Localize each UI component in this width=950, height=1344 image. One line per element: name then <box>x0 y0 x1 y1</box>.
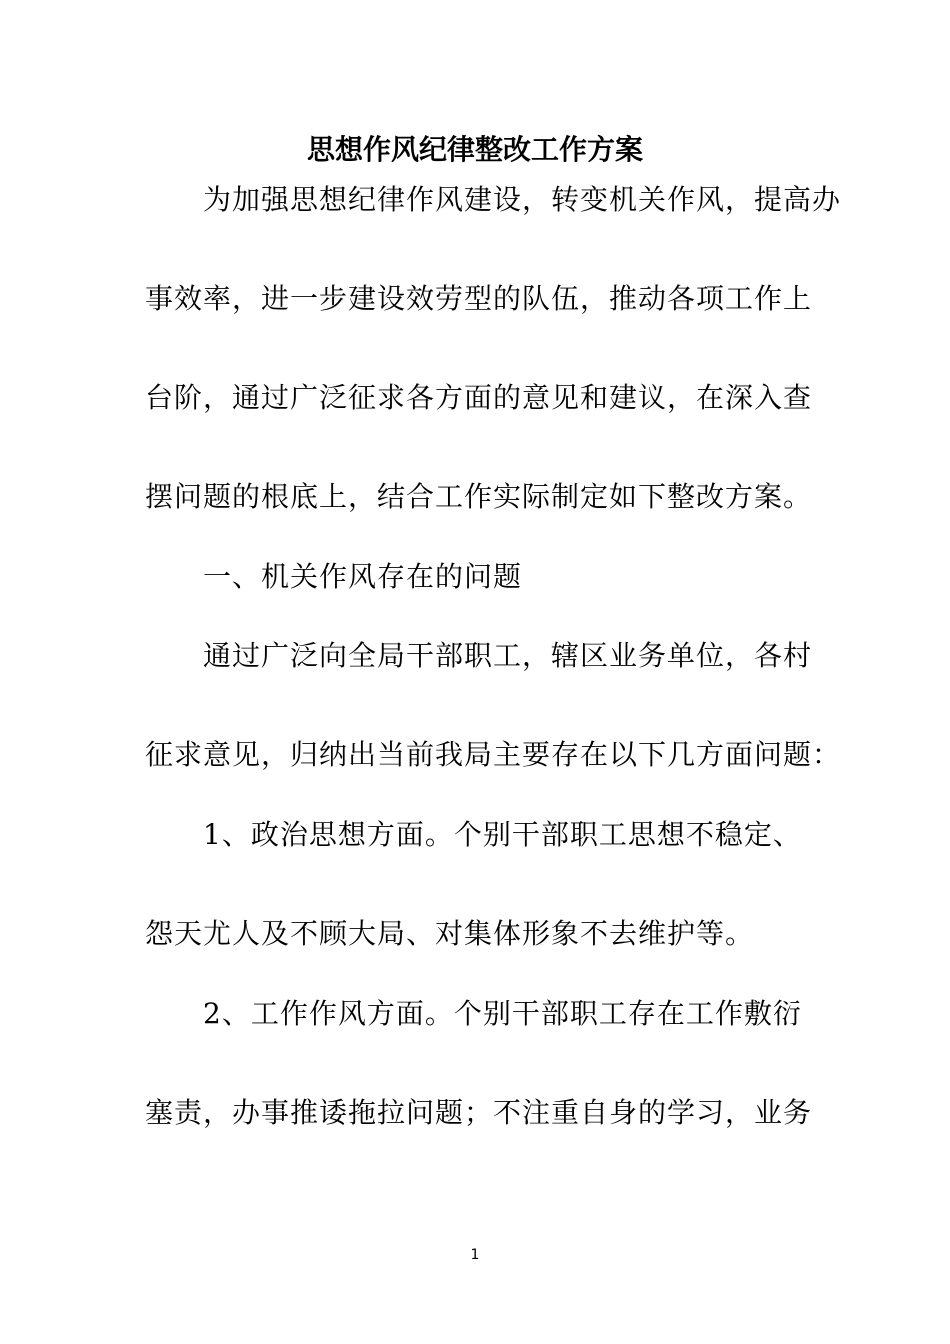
paragraph-line: 怨天尤人及不顾大局、对集体形象不去维护等。 <box>145 917 755 950</box>
paragraph-line: 征求意见，归纳出当前我局主要存在以下几方面问题： <box>145 738 842 771</box>
paragraph-line: 1、政治思想方面。个别干部职工思想不稳定、 <box>203 818 802 851</box>
paragraph-line: 台阶，通过广泛征求各方面的意见和建议，在深入查 <box>145 381 813 414</box>
section-heading: 一、机关作风存在的问题 <box>203 560 523 593</box>
paragraph-line: 通过广泛向全局干部职工，辖区业务单位，各村 <box>203 639 813 672</box>
document-title: 思想作风纪律整改工作方案 <box>306 133 643 166</box>
paragraph-line: 塞责，办事推诿拖拉问题；不注重自身的学习，业务 <box>145 1096 813 1129</box>
paragraph-line: 摆问题的根底上，结合工作实际制定如下整改方案。 <box>145 480 813 513</box>
paragraph-line: 为加强思想纪律作风建设，转变机关作风，提高办 <box>203 183 842 216</box>
paragraph-line: 事效率，进一步建设效劳型的队伍，推动各项工作上 <box>145 282 813 315</box>
page-number: 1 <box>470 1247 480 1263</box>
paragraph-line: 2、工作作风方面。个别干部职工存在工作敷衍 <box>203 997 802 1030</box>
